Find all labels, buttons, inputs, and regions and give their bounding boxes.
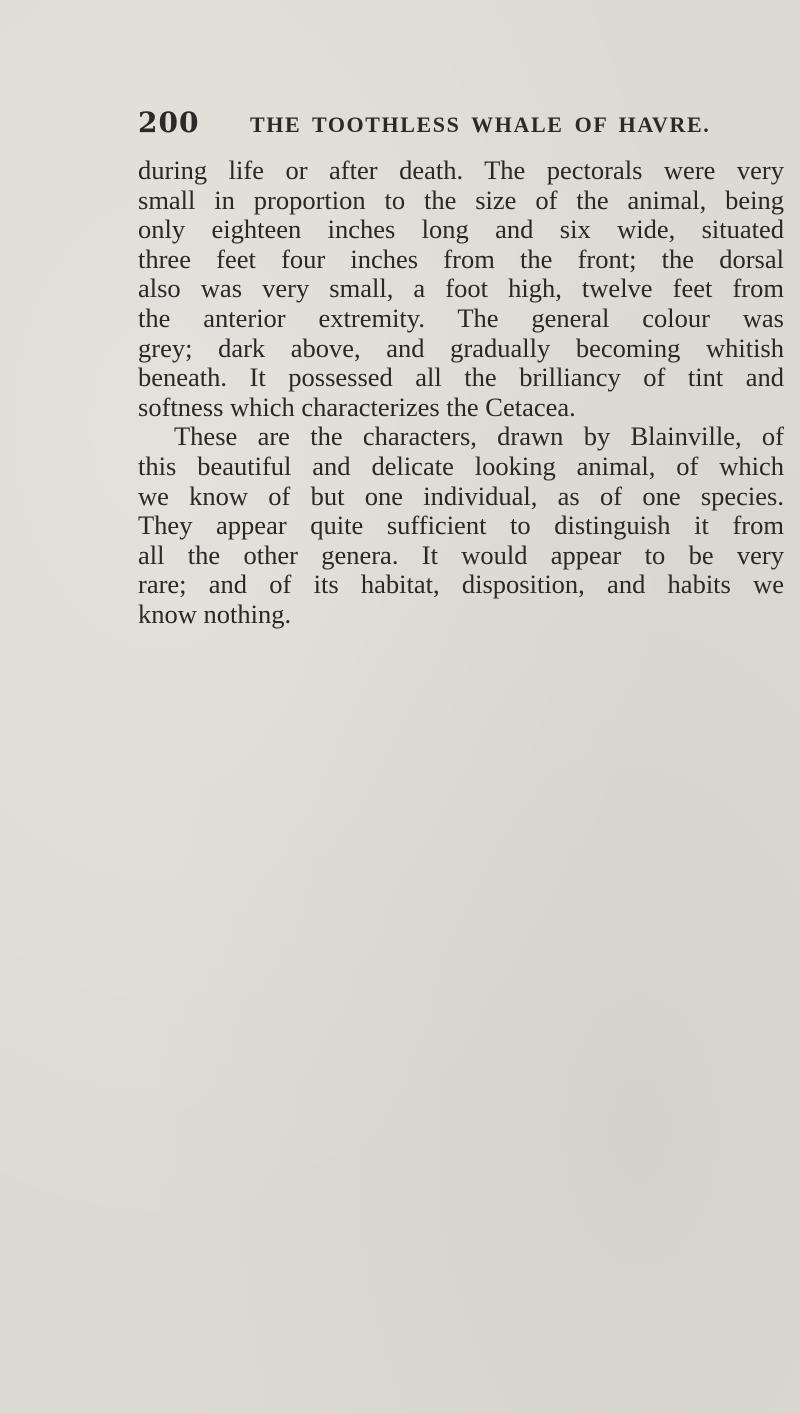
paragraph xyxy=(138,156,784,422)
text-line: rare; and of its habitat, disposition, and habits we xyxy=(138,569,784,600)
text-line: softness which characterizes the Cetacea. xyxy=(138,391,576,422)
text-line: this beautiful and delicate looking animal, of which xyxy=(138,450,784,481)
text-line: all the other genera. It would appear to be very xyxy=(138,539,784,570)
running-title: THE TOOTHLESS WHALE OF HAVRE. xyxy=(250,112,711,137)
text-line: grey; dark above, and gradually becoming whitish xyxy=(138,332,784,363)
text-line: only eighteen inches long and six wide, situated xyxy=(138,214,784,245)
body-text xyxy=(138,156,784,630)
text-line: know nothing. xyxy=(138,598,292,629)
text-line: three feet four inches from the front; the dorsal xyxy=(138,243,784,274)
text-line: also was very small, a foot high, twelve feet from xyxy=(138,273,784,304)
paragraph xyxy=(138,422,784,629)
text-line: These are the characters, drawn by Blainville, of xyxy=(174,421,784,452)
text-line: They appear quite sufficient to distinguish it from xyxy=(138,510,784,541)
text-line: beneath. It possessed all the brilliancy of tint and xyxy=(138,362,784,393)
text-line: we know of but one individual, as of one species. xyxy=(138,480,784,511)
page-header xyxy=(138,106,778,146)
page-number: 200 xyxy=(138,106,200,139)
text-line: small in proportion to the size of the animal, being xyxy=(138,184,784,215)
text-line: the anterior extremity. The general colour was xyxy=(138,302,784,333)
text-line: during life or after death. The pectorals were very xyxy=(138,155,784,185)
